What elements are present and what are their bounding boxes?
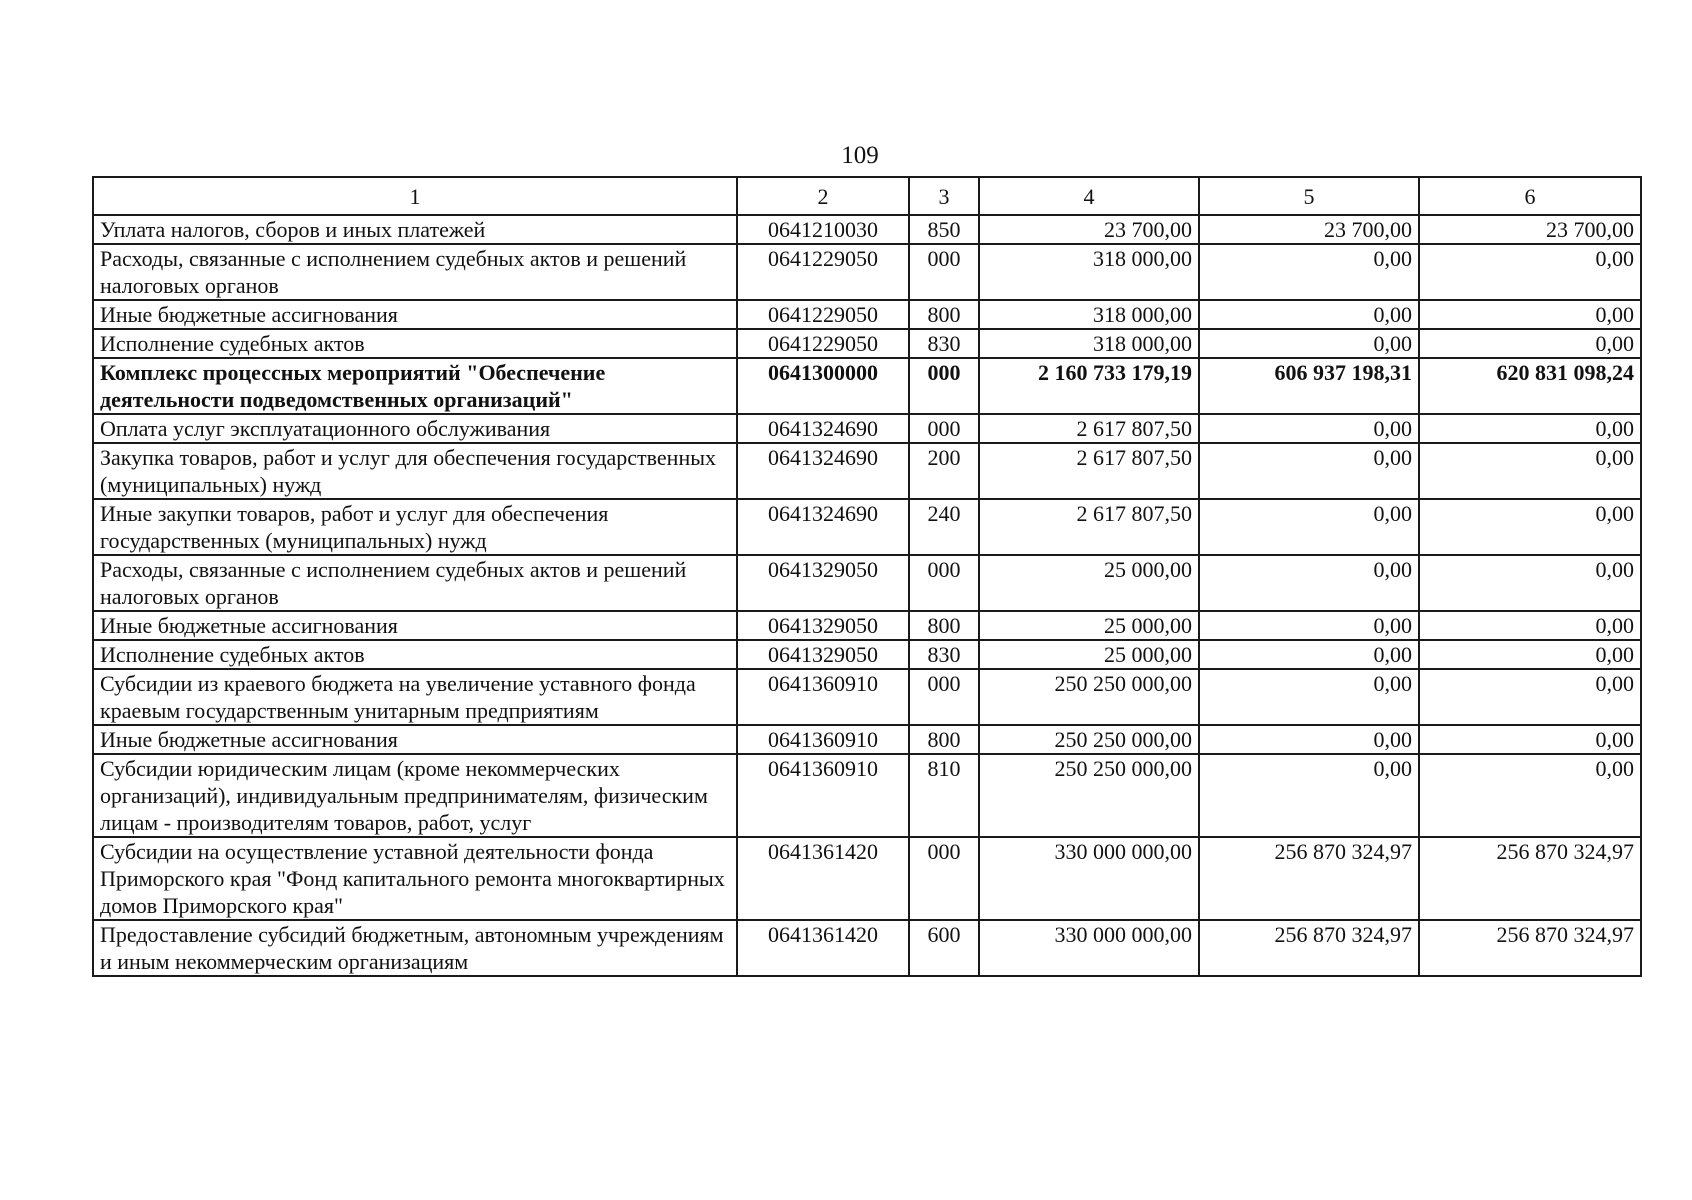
row-value-4: 25 000,00 <box>979 611 1199 640</box>
row-value-6: 0,00 <box>1419 300 1641 329</box>
row-code: 0641324690 <box>737 414 909 443</box>
row-code: 0641229050 <box>737 300 909 329</box>
row-expense-type: 800 <box>909 725 979 754</box>
row-code: 0641229050 <box>737 329 909 358</box>
row-value-5: 0,00 <box>1199 669 1419 725</box>
row-code: 0641329050 <box>737 555 909 611</box>
row-value-6: 0,00 <box>1419 640 1641 669</box>
row-value-6: 23 700,00 <box>1419 215 1641 244</box>
table-row <box>93 555 1641 611</box>
row-code: 0641329050 <box>737 611 909 640</box>
row-value-4: 330 000 000,00 <box>979 920 1199 976</box>
row-value-4: 2 617 807,50 <box>979 499 1199 555</box>
row-name: Исполнение судебных актов <box>93 640 737 669</box>
table-row <box>93 329 1641 358</box>
column-header: 4 <box>979 177 1199 215</box>
row-value-5: 606 937 198,31 <box>1199 358 1419 414</box>
row-value-5: 0,00 <box>1199 414 1419 443</box>
row-expense-type: 830 <box>909 329 979 358</box>
row-value-6: 0,00 <box>1419 329 1641 358</box>
row-value-4: 318 000,00 <box>979 329 1199 358</box>
row-expense-type: 000 <box>909 837 979 920</box>
budget-table <box>92 176 1642 977</box>
page-number: 109 <box>841 142 879 169</box>
table-row <box>93 640 1641 669</box>
table-row <box>93 725 1641 754</box>
row-value-4: 25 000,00 <box>979 640 1199 669</box>
row-code: 0641324690 <box>737 443 909 499</box>
row-value-5: 0,00 <box>1199 611 1419 640</box>
row-value-5: 0,00 <box>1199 754 1419 837</box>
table-row <box>93 443 1641 499</box>
row-value-6: 0,00 <box>1419 555 1641 611</box>
row-value-4: 23 700,00 <box>979 215 1199 244</box>
table-row <box>93 920 1641 976</box>
row-value-4: 2 617 807,50 <box>979 414 1199 443</box>
column-header: 5 <box>1199 177 1419 215</box>
row-expense-type: 600 <box>909 920 979 976</box>
row-code: 0641360910 <box>737 669 909 725</box>
row-value-6: 256 870 324,97 <box>1419 837 1641 920</box>
row-value-5: 0,00 <box>1199 300 1419 329</box>
row-code: 0641360910 <box>737 754 909 837</box>
table-row <box>93 244 1641 300</box>
row-code: 0641324690 <box>737 499 909 555</box>
row-value-4: 25 000,00 <box>979 555 1199 611</box>
row-name: Иные бюджетные ассигнования <box>93 725 737 754</box>
row-value-6: 0,00 <box>1419 443 1641 499</box>
row-expense-type: 000 <box>909 555 979 611</box>
row-value-4: 2 617 807,50 <box>979 443 1199 499</box>
table-header-row <box>93 177 1641 215</box>
row-value-6: 620 831 098,24 <box>1419 358 1641 414</box>
row-code: 0641360910 <box>737 725 909 754</box>
column-header: 3 <box>909 177 979 215</box>
row-expense-type: 800 <box>909 611 979 640</box>
row-expense-type: 000 <box>909 358 979 414</box>
row-expense-type: 000 <box>909 414 979 443</box>
row-expense-type: 240 <box>909 499 979 555</box>
row-value-5: 0,00 <box>1199 244 1419 300</box>
row-name: Уплата налогов, сборов и иных платежей <box>93 215 737 244</box>
row-value-5: 256 870 324,97 <box>1199 920 1419 976</box>
row-expense-type: 850 <box>909 215 979 244</box>
row-name: Субсидии из краевого бюджета на увеличение уставного фонда краевым государственным унитарным предприятиям <box>93 669 737 725</box>
row-name: Расходы, связанные с исполнением судебных актов и решений налоговых органов <box>93 555 737 611</box>
row-value-4: 250 250 000,00 <box>979 725 1199 754</box>
column-header: 2 <box>737 177 909 215</box>
table-row <box>93 300 1641 329</box>
table-row <box>93 669 1641 725</box>
row-value-4: 318 000,00 <box>979 300 1199 329</box>
table-row-section <box>93 358 1641 414</box>
row-value-5: 0,00 <box>1199 443 1419 499</box>
row-expense-type: 800 <box>909 300 979 329</box>
row-code: 0641361420 <box>737 837 909 920</box>
row-value-5: 0,00 <box>1199 725 1419 754</box>
row-expense-type: 200 <box>909 443 979 499</box>
row-value-6: 0,00 <box>1419 611 1641 640</box>
table-row <box>93 215 1641 244</box>
column-header: 1 <box>93 177 737 215</box>
row-value-5: 256 870 324,97 <box>1199 837 1419 920</box>
row-code: 0641329050 <box>737 640 909 669</box>
row-value-6: 0,00 <box>1419 244 1641 300</box>
row-name: Расходы, связанные с исполнением судебных актов и решений налоговых органов <box>93 244 737 300</box>
row-name: Иные закупки товаров, работ и услуг для обеспечения государственных (муниципальных) нужд <box>93 499 737 555</box>
row-name: Иные бюджетные ассигнования <box>93 300 737 329</box>
row-name: Иные бюджетные ассигнования <box>93 611 737 640</box>
row-code: 0641210030 <box>737 215 909 244</box>
table-row <box>93 611 1641 640</box>
row-value-4: 318 000,00 <box>979 244 1199 300</box>
row-value-5: 23 700,00 <box>1199 215 1419 244</box>
row-value-4: 330 000 000,00 <box>979 837 1199 920</box>
row-value-6: 0,00 <box>1419 754 1641 837</box>
row-value-5: 0,00 <box>1199 555 1419 611</box>
row-value-5: 0,00 <box>1199 329 1419 358</box>
row-expense-type: 000 <box>909 244 979 300</box>
row-value-4: 250 250 000,00 <box>979 669 1199 725</box>
row-name: Комплекс процессных мероприятий "Обеспечение деятельности подведомственных организаций" <box>93 358 737 414</box>
row-value-6: 0,00 <box>1419 414 1641 443</box>
row-name: Субсидии на осуществление уставной деятельности фонда Приморского края "Фонд капитального ремонта многоквартирных домов Приморского края" <box>93 837 737 920</box>
table-row <box>93 754 1641 837</box>
row-value-5: 0,00 <box>1199 499 1419 555</box>
row-value-6: 0,00 <box>1419 725 1641 754</box>
row-code: 0641300000 <box>737 358 909 414</box>
row-value-4: 2 160 733 179,19 <box>979 358 1199 414</box>
row-value-5: 0,00 <box>1199 640 1419 669</box>
row-name: Исполнение судебных актов <box>93 329 737 358</box>
row-value-6: 0,00 <box>1419 669 1641 725</box>
row-value-6: 0,00 <box>1419 499 1641 555</box>
column-header: 6 <box>1419 177 1641 215</box>
row-expense-type: 810 <box>909 754 979 837</box>
row-value-6: 256 870 324,97 <box>1419 920 1641 976</box>
row-name: Оплата услуг эксплуатационного обслуживания <box>93 414 737 443</box>
row-expense-type: 830 <box>909 640 979 669</box>
row-value-4: 250 250 000,00 <box>979 754 1199 837</box>
table-row <box>93 499 1641 555</box>
row-name: Субсидии юридическим лицам (кроме некоммерческих организаций), индивидуальным предпринимателям, физическим лицам - производителям товаров, работ, услуг <box>93 754 737 837</box>
table-row <box>93 414 1641 443</box>
row-name: Предоставление субсидий бюджетным, автономным учреждениям и иным некоммерческим организациям <box>93 920 737 976</box>
row-code: 0641361420 <box>737 920 909 976</box>
row-name: Закупка товаров, работ и услуг для обеспечения государственных (муниципальных) нужд <box>93 443 737 499</box>
table-row <box>93 837 1641 920</box>
row-expense-type: 000 <box>909 669 979 725</box>
row-code: 0641229050 <box>737 244 909 300</box>
